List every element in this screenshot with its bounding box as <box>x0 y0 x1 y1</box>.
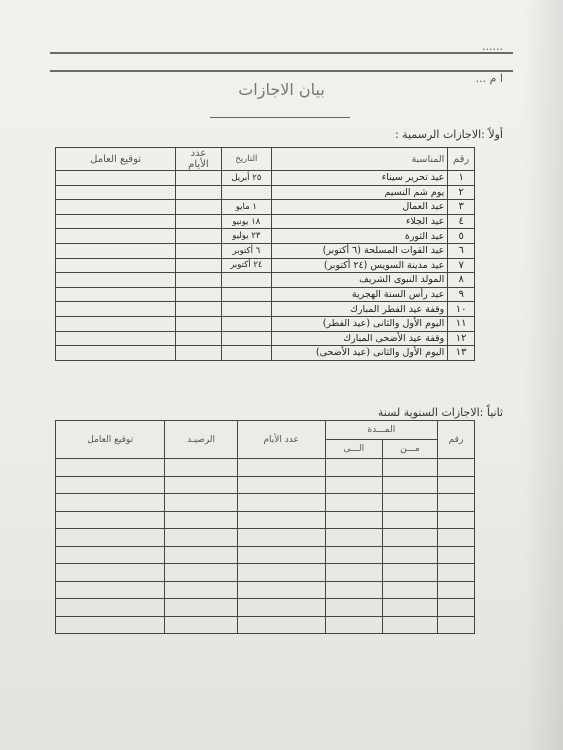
official-header-signature: توقيع العامل <box>56 148 176 171</box>
annual-cell-signature <box>56 459 165 477</box>
document-title: بيان الاجازات <box>238 80 325 99</box>
annual-cell-num <box>438 581 475 599</box>
annual-cell-to <box>325 494 382 512</box>
annual-cell-signature <box>56 581 165 599</box>
annual-cell-signature <box>56 511 165 529</box>
official-row-signature <box>56 229 176 244</box>
annual-cell-from <box>382 546 437 564</box>
official-row-occasion: يوم شم النسيم <box>272 185 448 200</box>
annual-cell-num <box>438 529 475 547</box>
annual-cell-days <box>237 511 325 529</box>
annual-cell-from <box>382 529 437 547</box>
official-row-occasion: اليوم الأول والثانى (عيد الأضحى) <box>272 346 448 361</box>
official-table-header-row <box>56 148 475 171</box>
table-row <box>56 616 475 634</box>
annual-leave-table <box>55 420 475 634</box>
official-row-days <box>176 287 222 302</box>
official-row-num: ٨ <box>448 273 475 288</box>
official-row-days <box>176 273 222 288</box>
official-row-days <box>176 171 222 186</box>
annual-cell-from <box>382 599 437 617</box>
official-row-num: ٧ <box>448 258 475 273</box>
official-row-date <box>221 302 271 317</box>
annual-header-period: المـــدة <box>325 421 437 440</box>
annual-header-signature: توقيع العامل <box>56 421 165 459</box>
header-line1: ...... <box>482 40 503 53</box>
table-row <box>56 331 475 346</box>
official-row-num: ٤ <box>448 214 475 229</box>
official-row-date: ٢٤ أكتوبر <box>221 258 271 273</box>
annual-cell-signature <box>56 494 165 512</box>
official-row-date <box>221 316 271 331</box>
official-row-signature <box>56 273 176 288</box>
official-row-days <box>176 214 222 229</box>
table-row <box>56 476 475 494</box>
table-row <box>56 302 475 317</box>
annual-cell-from <box>382 564 437 582</box>
table-row <box>56 287 475 302</box>
table-row <box>56 229 475 244</box>
official-row-days <box>176 258 222 273</box>
official-row-occasion: عيد رأس السنة الهجرية <box>272 287 448 302</box>
official-row-days <box>176 316 222 331</box>
official-holidays-table <box>55 147 475 361</box>
annual-cell-days <box>237 529 325 547</box>
annual-cell-balance <box>165 599 237 617</box>
annual-cell-balance <box>165 511 237 529</box>
official-row-date: ١٨ يونيو <box>221 214 271 229</box>
annual-cell-to <box>325 616 382 634</box>
official-row-signature <box>56 200 176 215</box>
table-row <box>56 494 475 512</box>
annual-cell-from <box>382 476 437 494</box>
official-row-date <box>221 273 271 288</box>
annual-cell-balance <box>165 476 237 494</box>
annual-section-title: ثانياً :الاجازات السنوية لسنة <box>377 406 503 419</box>
annual-cell-to <box>325 546 382 564</box>
official-row-date <box>221 287 271 302</box>
official-header-date: التاريخ <box>221 148 271 171</box>
annual-cell-signature <box>56 599 165 617</box>
annual-cell-days <box>237 581 325 599</box>
annual-cell-from <box>382 511 437 529</box>
annual-cell-days <box>237 546 325 564</box>
annual-cell-num <box>438 599 475 617</box>
official-row-signature <box>56 287 176 302</box>
annual-header-from: مـــن <box>382 440 437 459</box>
official-row-num: ٩ <box>448 287 475 302</box>
official-row-num: ١٠ <box>448 302 475 317</box>
official-row-signature <box>56 258 176 273</box>
official-row-num: ٦ <box>448 243 475 258</box>
annual-cell-signature <box>56 616 165 634</box>
official-header-occasion: المناسبة <box>272 148 448 171</box>
table-row <box>56 258 475 273</box>
annual-cell-balance <box>165 529 237 547</box>
official-row-signature <box>56 331 176 346</box>
annual-cell-signature <box>56 476 165 494</box>
table-row <box>56 564 475 582</box>
official-row-num: ١٣ <box>448 346 475 361</box>
official-row-signature <box>56 316 176 331</box>
annual-cell-balance <box>165 581 237 599</box>
official-header-num: رقم <box>448 148 475 171</box>
table-row <box>56 316 475 331</box>
annual-cell-num <box>438 564 475 582</box>
table-row <box>56 529 475 547</box>
official-row-num: ٢ <box>448 185 475 200</box>
table-row <box>56 459 475 477</box>
annual-cell-to <box>325 581 382 599</box>
table-row <box>56 200 475 215</box>
annual-header-days: عدد الأيام <box>237 421 325 459</box>
official-row-days <box>176 243 222 258</box>
annual-cell-days <box>237 494 325 512</box>
annual-cell-balance <box>165 494 237 512</box>
official-row-signature <box>56 185 176 200</box>
annual-cell-num <box>438 476 475 494</box>
official-row-date: ٢٥ أبريل <box>221 171 271 186</box>
official-row-date: ٦ أكتوبر <box>221 243 271 258</box>
annual-cell-days <box>237 459 325 477</box>
official-row-signature <box>56 346 176 361</box>
official-row-days <box>176 346 222 361</box>
official-row-date <box>221 185 271 200</box>
official-row-date: ٢٣ يوليو <box>221 229 271 244</box>
table-row <box>56 185 475 200</box>
official-row-days <box>176 229 222 244</box>
official-row-occasion: وقفة عيد الأضحى المبارك <box>272 331 448 346</box>
official-row-signature <box>56 214 176 229</box>
annual-cell-num <box>438 616 475 634</box>
annual-header-to: الـــى <box>325 440 382 459</box>
official-header-days: عدد الأيام <box>176 148 222 171</box>
official-row-occasion: عيد مدينة السويس (٢٤ أكتوبر) <box>272 258 448 273</box>
table-row <box>56 171 475 186</box>
official-row-signature <box>56 243 176 258</box>
official-row-occasion: عيد الجلاء <box>272 214 448 229</box>
table-row <box>56 546 475 564</box>
title-underline <box>210 117 350 118</box>
annual-header-num: رقم <box>438 421 475 459</box>
table-row <box>56 581 475 599</box>
annual-cell-from <box>382 581 437 599</box>
annual-cell-signature <box>56 564 165 582</box>
table-row <box>56 273 475 288</box>
annual-cell-days <box>237 616 325 634</box>
official-row-occasion: المولد النبوى الشريف <box>272 273 448 288</box>
official-row-date: ١ مايو <box>221 200 271 215</box>
table-row <box>56 346 475 361</box>
official-row-days <box>176 185 222 200</box>
annual-cell-to <box>325 459 382 477</box>
official-row-num: ٣ <box>448 200 475 215</box>
annual-cell-days <box>237 564 325 582</box>
official-row-occasion: عيد العمال <box>272 200 448 215</box>
annual-cell-to <box>325 476 382 494</box>
annual-cell-num <box>438 494 475 512</box>
table-row <box>56 599 475 617</box>
table-row <box>56 243 475 258</box>
official-row-days <box>176 200 222 215</box>
annual-cell-from <box>382 494 437 512</box>
official-row-days <box>176 302 222 317</box>
official-row-num: ١٢ <box>448 331 475 346</box>
annual-cell-num <box>438 459 475 477</box>
official-row-days <box>176 331 222 346</box>
annual-cell-days <box>237 476 325 494</box>
annual-cell-signature <box>56 546 165 564</box>
official-row-occasion: عيد تحرير سيناء <box>272 171 448 186</box>
annual-cell-to <box>325 599 382 617</box>
page-shadow <box>523 0 563 750</box>
annual-cell-balance <box>165 459 237 477</box>
annual-cell-balance <box>165 616 237 634</box>
official-row-date <box>221 331 271 346</box>
official-row-occasion: وقفة عيد الفطر المبارك <box>272 302 448 317</box>
official-section-title: أولاً :الاجازات الرسمية : <box>394 128 503 141</box>
header-line2: ا م ... <box>475 72 503 85</box>
official-row-signature <box>56 302 176 317</box>
annual-cell-from <box>382 459 437 477</box>
header-rule-bottom <box>50 70 513 72</box>
official-row-num: ٥ <box>448 229 475 244</box>
annual-cell-from <box>382 616 437 634</box>
official-row-num: ١ <box>448 171 475 186</box>
annual-cell-to <box>325 564 382 582</box>
annual-cell-signature <box>56 529 165 547</box>
table-row <box>56 214 475 229</box>
official-row-num: ١١ <box>448 316 475 331</box>
annual-cell-balance <box>165 546 237 564</box>
official-row-signature <box>56 171 176 186</box>
annual-cell-balance <box>165 564 237 582</box>
official-row-occasion: عيد القوات المسلحة (٦ أكتوبر) <box>272 243 448 258</box>
annual-cell-to <box>325 529 382 547</box>
header-rule-top <box>50 52 513 54</box>
official-row-occasion: اليوم الأول والثانى (عيد الفطر) <box>272 316 448 331</box>
table-row <box>56 511 475 529</box>
annual-cell-num <box>438 546 475 564</box>
annual-header-balance: الرصيـد <box>165 421 237 459</box>
annual-cell-num <box>438 511 475 529</box>
official-row-date <box>221 346 271 361</box>
annual-table-header-row <box>56 421 475 440</box>
official-row-occasion: عيد الثورة <box>272 229 448 244</box>
annual-cell-days <box>237 599 325 617</box>
annual-cell-to <box>325 511 382 529</box>
